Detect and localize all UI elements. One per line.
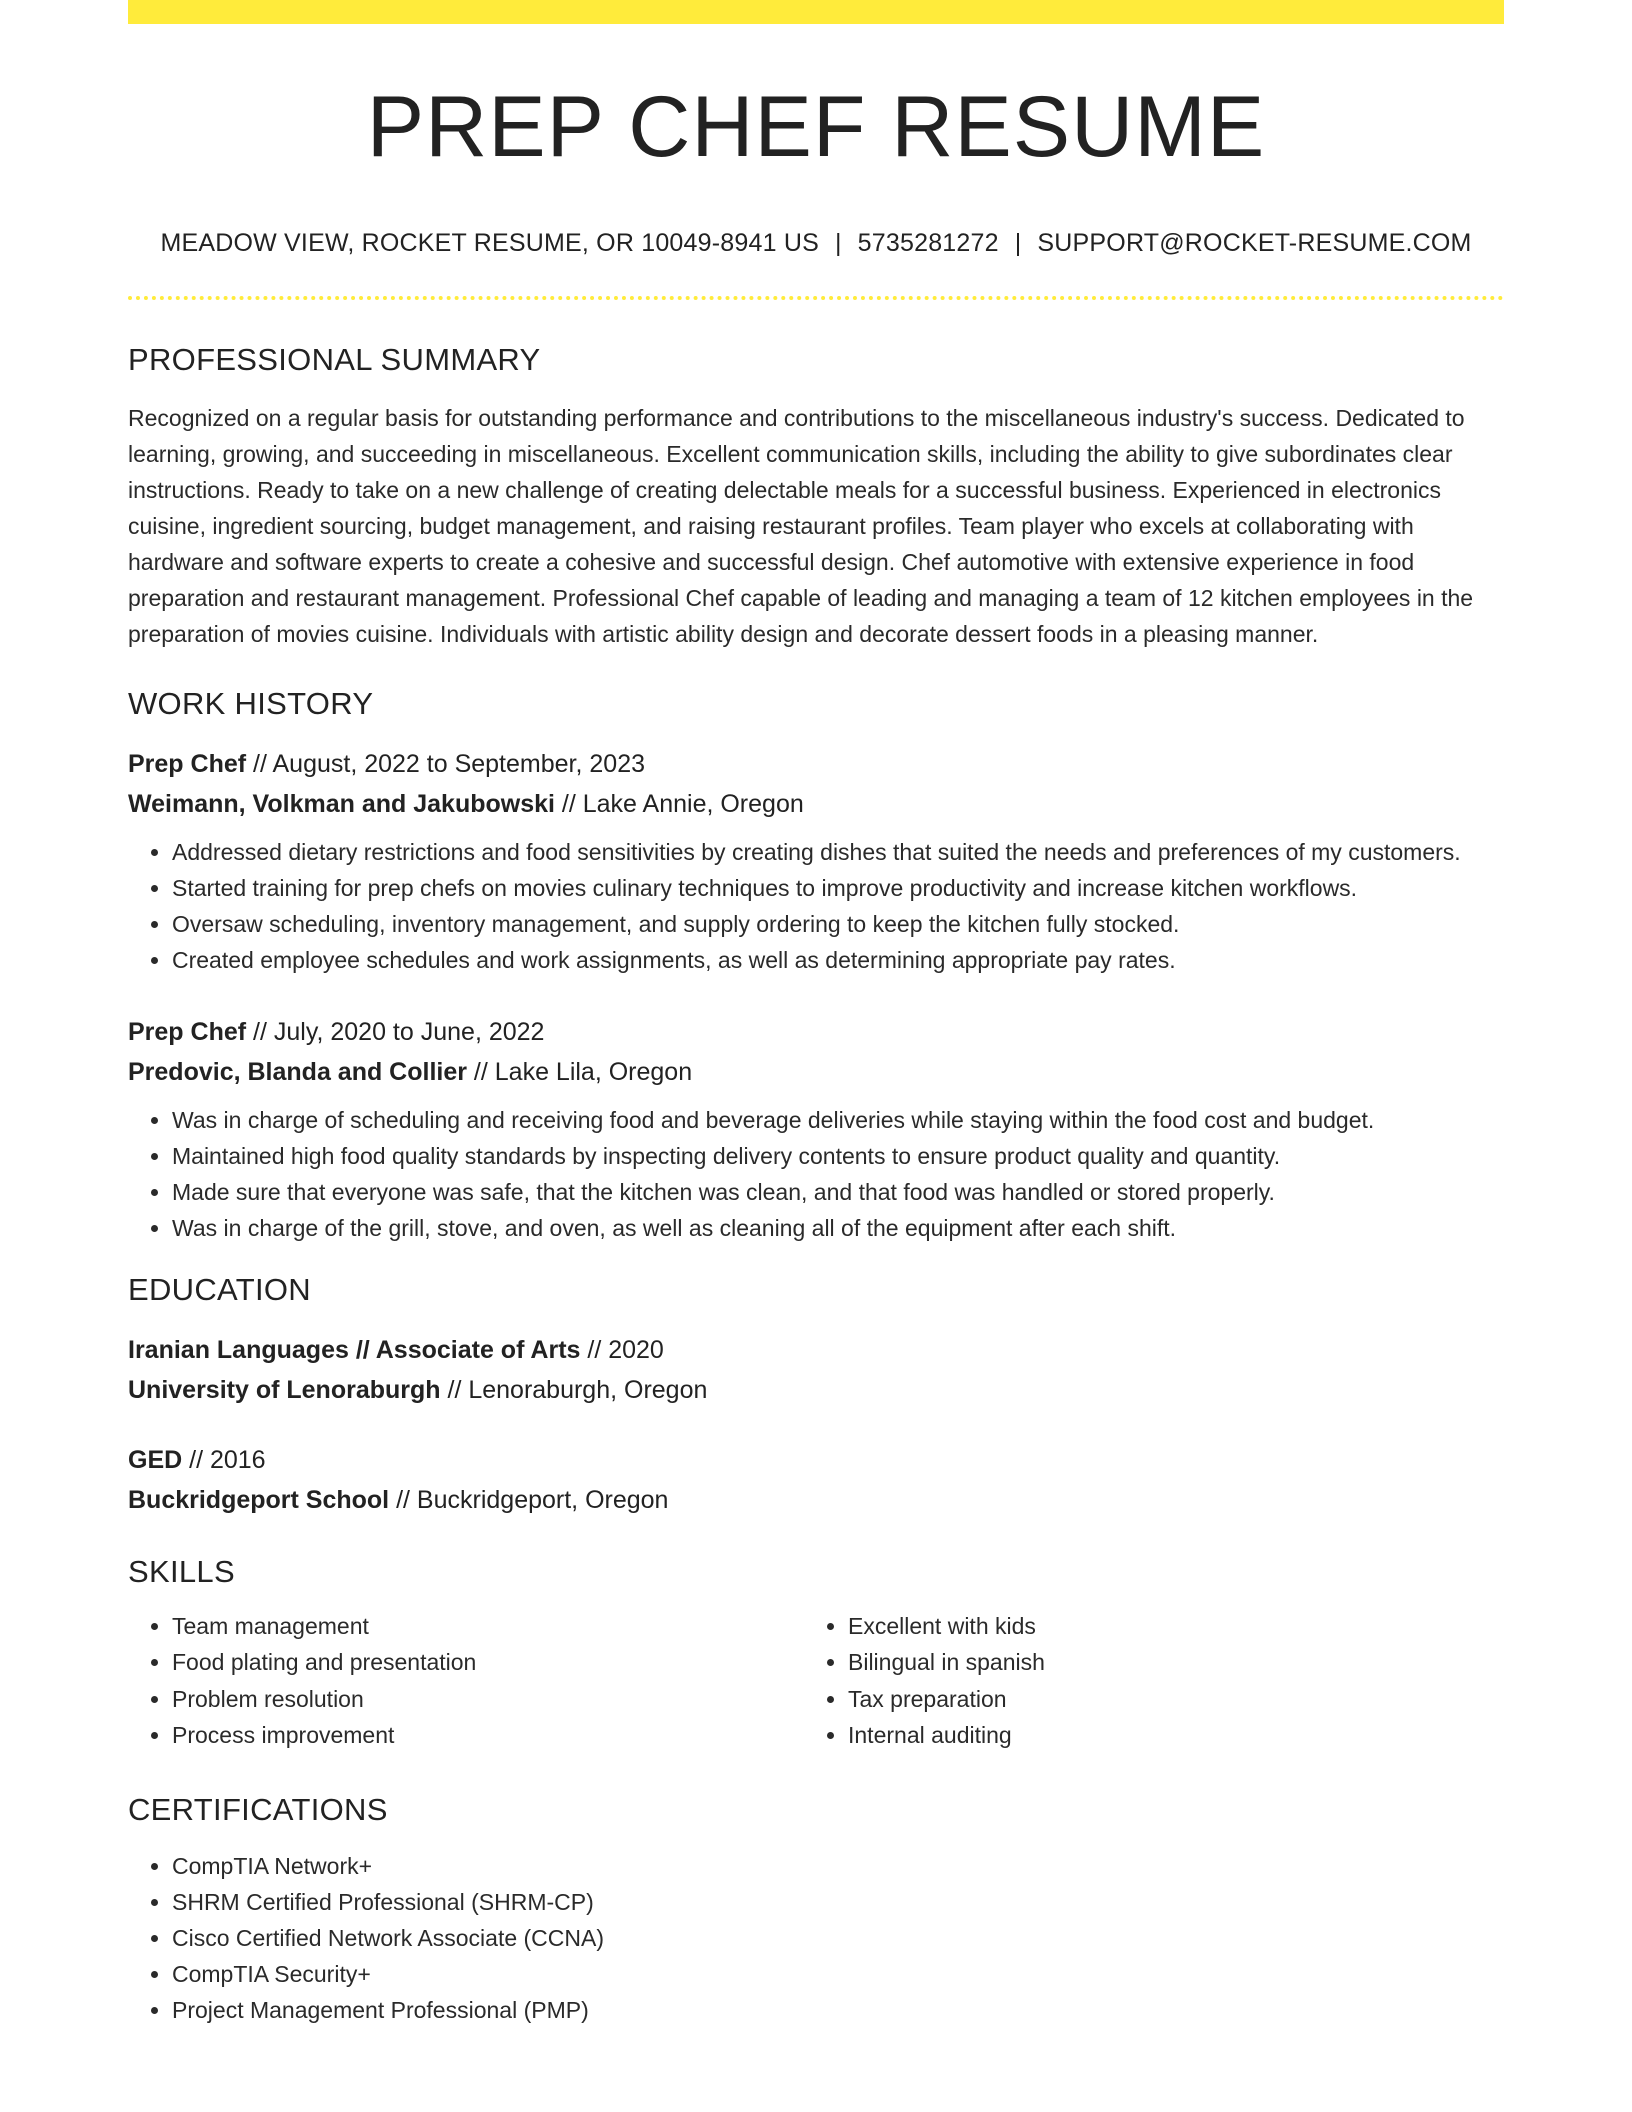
job-entry xyxy=(128,1012,1504,1246)
education-degree: Iranian Languages // Associate of Arts xyxy=(128,1335,581,1364)
list-item: • Was in charge of the grill, stove, and oven, as well as cleaning all of the equipment after each shift. xyxy=(172,1210,1504,1246)
education-location: // Buckridgeport, Oregon xyxy=(389,1485,669,1514)
education-degree-line xyxy=(128,1440,1504,1480)
education-year: // 2016 xyxy=(182,1445,266,1474)
list-item: • Process improvement xyxy=(172,1717,804,1754)
dotted-divider xyxy=(128,296,1504,300)
list-item: • Cisco Certified Network Associate (CCNA) xyxy=(172,1920,1504,1956)
job-title: Prep Chef xyxy=(128,1017,247,1046)
list-item: • Was in charge of scheduling and receiving food and beverage deliveries while staying within the food cost and budget. xyxy=(172,1102,1504,1138)
list-item: • Internal auditing xyxy=(848,1717,1480,1754)
list-item: • Maintained high food quality standards by inspecting delivery contents to ensure product quality and quantity. xyxy=(172,1138,1504,1174)
job-dates: // August, 2022 to September, 2023 xyxy=(246,749,645,778)
list-item: • Problem resolution xyxy=(172,1681,804,1718)
resume-page xyxy=(128,0,1504,2028)
list-item: • Oversaw scheduling, inventory management, and supply ordering to keep the kitchen fully stocked. xyxy=(172,906,1504,942)
job-dates: // July, 2020 to June, 2022 xyxy=(246,1017,545,1046)
job-location: // Lake Lila, Oregon xyxy=(466,1057,693,1086)
skills-grid xyxy=(128,1608,1504,1754)
list-item: • Made sure that everyone was safe, that the kitchen was clean, and that food was handled or stored properly. xyxy=(172,1174,1504,1210)
skills-heading: SKILLS xyxy=(128,1553,235,1589)
list-item: • Excellent with kids xyxy=(848,1608,1480,1645)
education-school: Buckridgeport School xyxy=(128,1485,390,1514)
skills-column-right xyxy=(804,1608,1480,1754)
list-item: • CompTIA Network+ xyxy=(172,1848,1504,1884)
list-item: • CompTIA Security+ xyxy=(172,1956,1504,1992)
education-entry xyxy=(128,1330,1504,1410)
education-heading: EDUCATION xyxy=(128,1271,311,1307)
education-year: // 2020 xyxy=(580,1335,664,1364)
job-bullets xyxy=(128,834,1504,978)
summary-heading: PROFESSIONAL SUMMARY xyxy=(128,341,541,377)
contact-separator: | xyxy=(834,228,842,257)
education-school: University of Lenoraburgh xyxy=(128,1375,441,1404)
summary-text: Recognized on a regular basis for outstanding performance and contributions to the miscellaneous industry's success. Dedicated to learning, growing, and succeeding in miscellaneous. Excellent communication skills, including the ability to give subordinates clear instructions. Ready to take on a new challenge of creating delectable meals for a successful business. Experienced in electronics cuisine, ingredient sourcing, budget management, and raising restaurant profiles. Team player who excels at collaborating with hardware and software experts to create a cohesive and successful design. Chef automotive with extensive experience in food preparation and restaurant management. Professional Chef capable of leading and managing a team of 12 kitchen employees in the preparation of movies cuisine. Individuals with artistic ability design and decorate dessert foods in a pleasing manner. xyxy=(128,404,1474,647)
list-item: • Team management xyxy=(172,1608,804,1645)
list-item: • Created employee schedules and work assignments, as well as determining appropriate pay rates. xyxy=(172,942,1504,978)
job-title: Prep Chef xyxy=(128,749,247,778)
contact-phone: 5735281272 xyxy=(857,228,999,257)
certifications-list xyxy=(128,1848,1504,2028)
job-company-line xyxy=(128,1052,1504,1092)
job-company: Weimann, Volkman and Jakubowski xyxy=(128,789,555,818)
contact-email: SUPPORT@ROCKET-RESUME.COM xyxy=(1037,228,1472,257)
list-item: • Started training for prep chefs on movies culinary techniques to improve productivity and increase kitchen workflows. xyxy=(172,870,1504,906)
list-item: • Tax preparation xyxy=(848,1681,1480,1718)
accent-top-bar xyxy=(128,0,1504,24)
contact-separator: | xyxy=(1014,228,1022,257)
job-entry xyxy=(128,744,1504,978)
job-location: // Lake Annie, Oregon xyxy=(554,789,804,818)
job-title-line xyxy=(128,1012,1504,1052)
list-item: • Food plating and presentation xyxy=(172,1644,804,1681)
education-degree-line xyxy=(128,1330,1504,1370)
contact-address: MEADOW VIEW, ROCKET RESUME, OR 10049-8941 US xyxy=(160,228,819,257)
resume-title: PREP CHEF RESUME xyxy=(366,79,1266,175)
list-item: • Project Management Professional (PMP) xyxy=(172,1992,1504,2028)
job-company: Predovic, Blanda and Collier xyxy=(128,1057,467,1086)
work-history-heading: WORK HISTORY xyxy=(128,685,374,721)
job-title-line xyxy=(128,744,1504,784)
list-item: • Addressed dietary restrictions and food sensitivities by creating dishes that suited the needs and preferences of my customers. xyxy=(172,834,1504,870)
list-item: • Bilingual in spanish xyxy=(848,1644,1480,1681)
education-school-line xyxy=(128,1370,1504,1410)
education-school-line xyxy=(128,1480,1504,1520)
list-item: • SHRM Certified Professional (SHRM-CP) xyxy=(172,1884,1504,1920)
certifications-heading: CERTIFICATIONS xyxy=(128,1791,388,1827)
job-company-line xyxy=(128,784,1504,824)
contact-line xyxy=(128,229,1504,258)
job-bullets xyxy=(128,1102,1504,1246)
skills-column-left xyxy=(128,1608,804,1754)
education-degree: GED xyxy=(128,1445,183,1474)
education-entry xyxy=(128,1440,1504,1520)
education-location: // Lenoraburgh, Oregon xyxy=(440,1375,708,1404)
